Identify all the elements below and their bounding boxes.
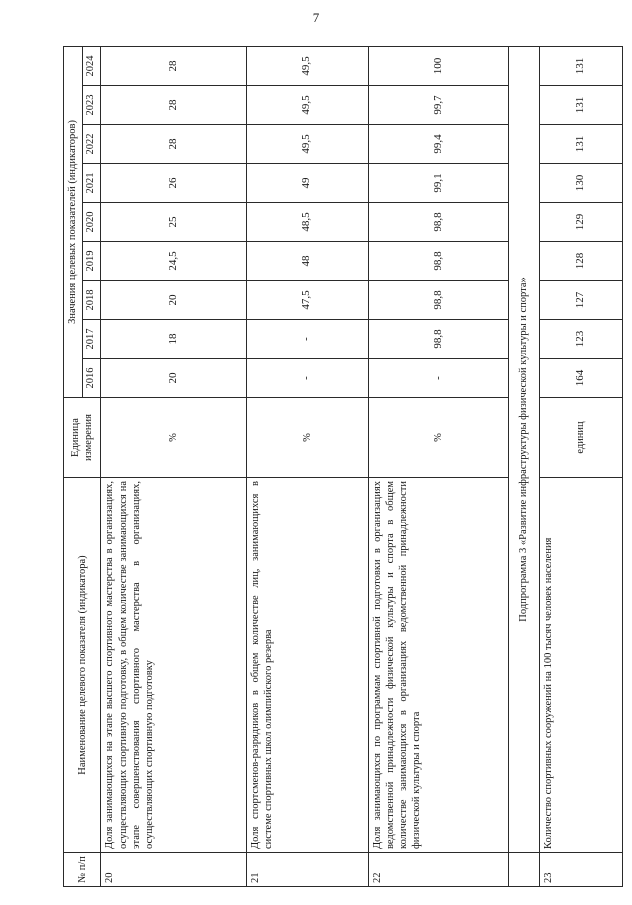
indicator-name: Количество спортивных сооружений на 100 тысяч человек населения — [540, 478, 623, 853]
indicator-unit: % — [101, 398, 246, 478]
value-cell: - — [368, 359, 508, 398]
value-cell: 131 — [540, 86, 623, 125]
value-cell: 131 — [540, 125, 623, 164]
value-cell: 28 — [101, 125, 246, 164]
value-cell: 48 — [246, 242, 368, 281]
value-cell: 123 — [540, 320, 623, 359]
value-cell: 99,1 — [368, 164, 508, 203]
header-year: 2018 — [82, 281, 101, 320]
value-cell: 100 — [368, 46, 508, 85]
header-year: 2016 — [82, 359, 101, 398]
subprogram-num-cell — [508, 853, 539, 887]
header-values-group: Значения целевых показателей (индикаторов) — [64, 46, 83, 397]
value-cell: 24,5 — [101, 242, 246, 281]
row-number: 22 — [368, 853, 508, 887]
indicator-unit: единиц — [540, 398, 623, 478]
value-cell: 49,5 — [246, 86, 368, 125]
header-year: 2023 — [82, 86, 101, 125]
value-cell: - — [246, 359, 368, 398]
value-cell: 98,8 — [368, 320, 508, 359]
value-cell: 20 — [101, 281, 246, 320]
value-cell: 98,8 — [368, 203, 508, 242]
value-cell: 49,5 — [246, 46, 368, 85]
header-year: 2024 — [82, 46, 101, 85]
value-cell: 28 — [101, 86, 246, 125]
indicator-unit: % — [246, 398, 368, 478]
header-name: Наименование целевого показателя (индикатора) — [64, 478, 101, 853]
value-cell: 25 — [101, 203, 246, 242]
header-year: 2022 — [82, 125, 101, 164]
value-cell: 131 — [540, 46, 623, 85]
value-cell: 18 — [101, 320, 246, 359]
header-year: 2021 — [82, 164, 101, 203]
indicator-unit: % — [368, 398, 508, 478]
value-cell: 49 — [246, 164, 368, 203]
value-cell: 164 — [540, 359, 623, 398]
header-row-1 — [64, 46, 83, 886]
value-cell: 129 — [540, 203, 623, 242]
indicator-name: Доля занимающихся на этапе высшего спортивного мастерства в организациях, осуществляющих спортивную подготовку, в общем количестве занимающихся на этапе совершенствования спортивного мастерства в организациях, осуществляющих спортивную подготовку — [101, 478, 246, 853]
table-row — [540, 46, 623, 886]
row-number: 21 — [246, 853, 368, 887]
subprogram-title: Подпрограмма 3 «Развитие инфраструктуры физической культуры и спорта» — [508, 46, 539, 852]
header-year: 2017 — [82, 320, 101, 359]
value-cell: 127 — [540, 281, 623, 320]
value-cell: - — [246, 320, 368, 359]
table-row — [101, 46, 246, 886]
indicators-table — [63, 46, 623, 887]
value-cell: 49,5 — [246, 125, 368, 164]
value-cell: 48,5 — [246, 203, 368, 242]
value-cell: 20 — [101, 359, 246, 398]
page-number: 7 — [312, 10, 320, 25]
table-row — [368, 46, 508, 886]
value-cell: 128 — [540, 242, 623, 281]
value-cell: 98,8 — [368, 281, 508, 320]
header-num: № п/п — [64, 853, 101, 887]
row-number: 20 — [101, 853, 246, 887]
indicator-name: Доля спортсменов-разрядников в общем количестве лиц, занимающихся в системе спортивных школ олимпийского резерва — [246, 478, 368, 853]
value-cell: 47,5 — [246, 281, 368, 320]
value-cell: 26 — [101, 164, 246, 203]
header-year: 2019 — [82, 242, 101, 281]
indicator-name: Доля занимающихся по программам спортивной подготовки в организациях ведомственной принадлежности физической культуры и спорта в общем количестве занимающихся в организациях ведомственной принадлежности физической культуры и спорта — [368, 478, 508, 853]
value-cell: 99,4 — [368, 125, 508, 164]
table-row — [246, 46, 368, 886]
value-cell: 98,8 — [368, 242, 508, 281]
header-unit: Единица измерения — [64, 398, 101, 478]
rotated-table-area — [63, 47, 623, 887]
subprogram-row — [508, 46, 539, 886]
header-year: 2020 — [82, 203, 101, 242]
value-cell: 130 — [540, 164, 623, 203]
value-cell: 99,7 — [368, 86, 508, 125]
value-cell: 28 — [101, 46, 246, 85]
row-number: 23 — [540, 853, 623, 887]
